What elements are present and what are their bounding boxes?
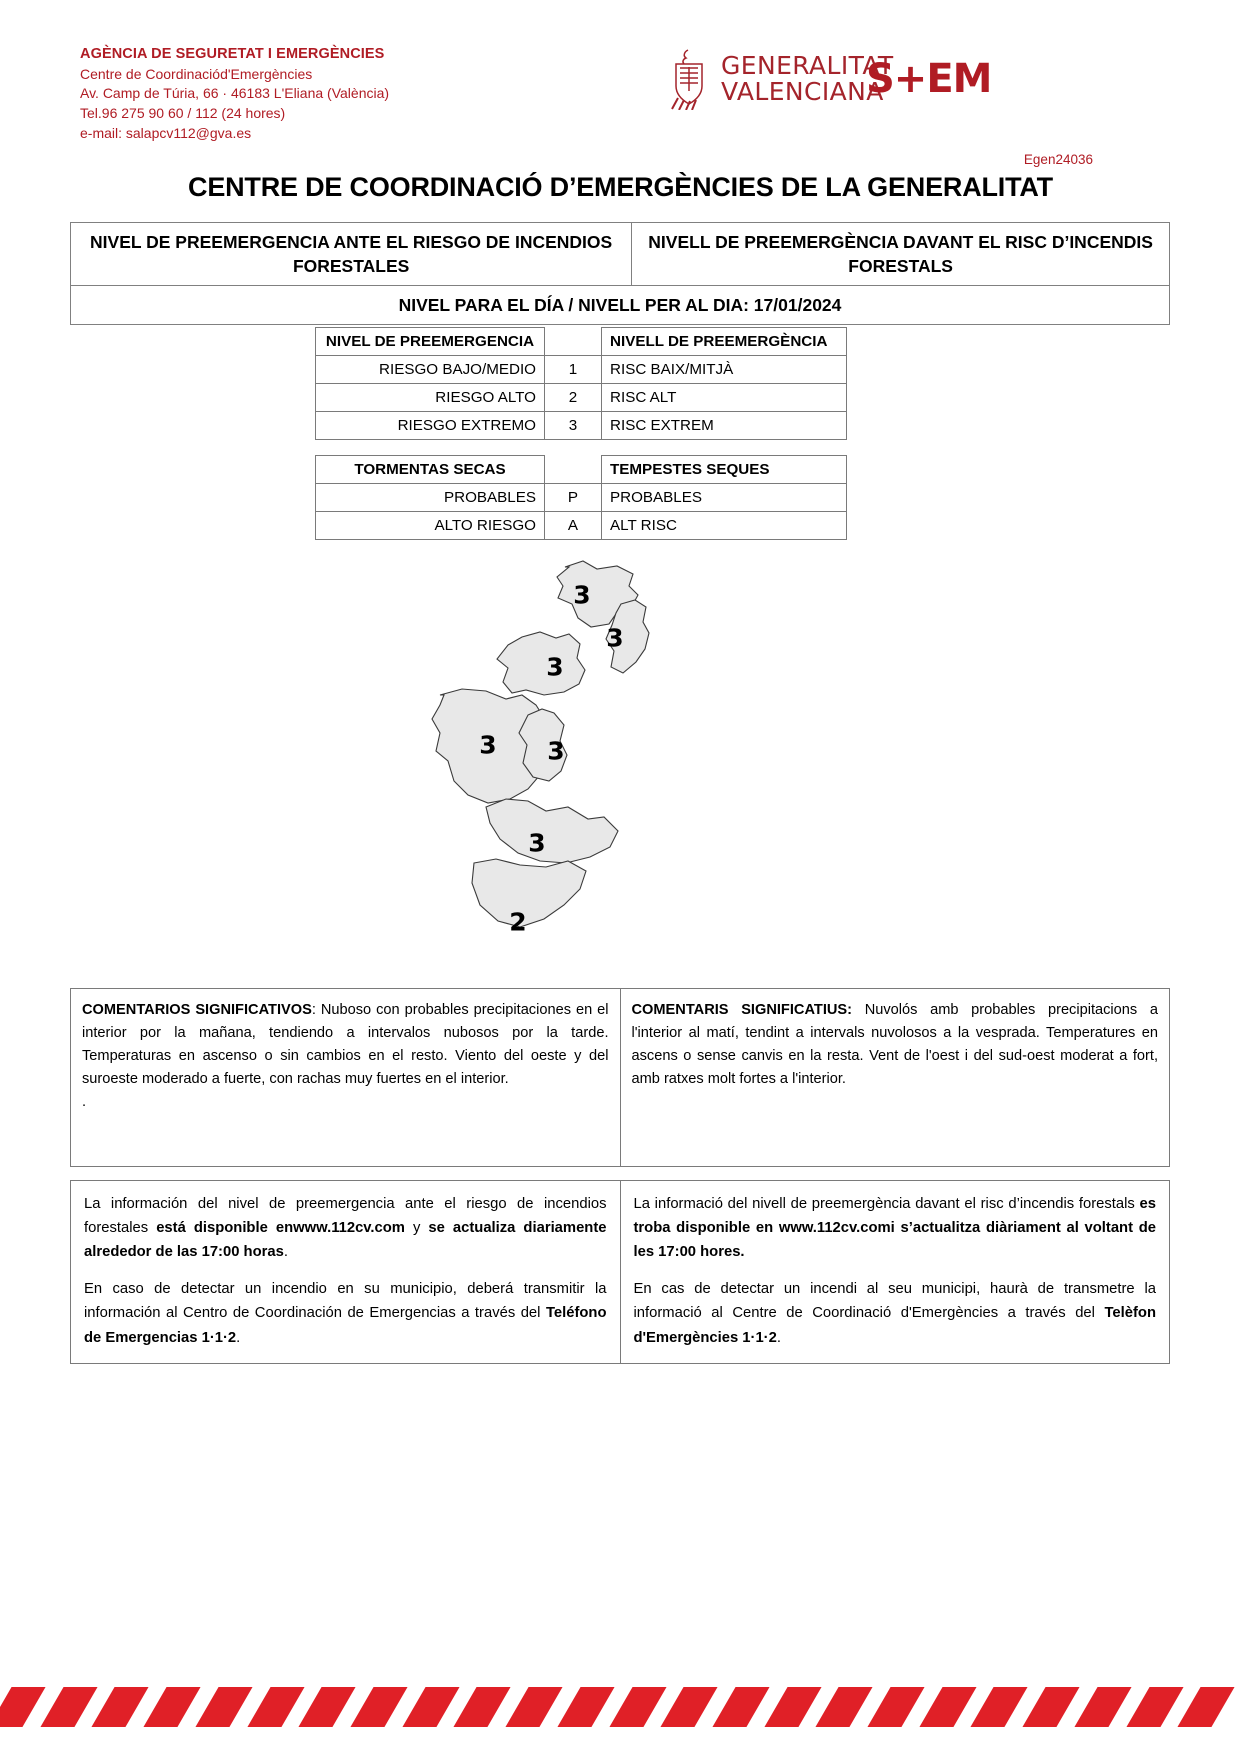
footer-stripe	[247, 1687, 304, 1727]
table-row	[71, 989, 1170, 1167]
info-va-paragraph-2	[634, 1277, 1157, 1349]
footer-stripe	[1074, 1687, 1131, 1727]
legend-level-es: RIESGO ALTO	[316, 384, 545, 412]
page-title: CENTRE DE COORDINACIÓ D’EMERGÈNCIES DE LA GENERALITAT	[188, 172, 1053, 202]
generalitat-shield-icon	[668, 48, 710, 110]
info-table	[70, 1180, 1170, 1364]
map-zone-alacant-nord	[486, 799, 618, 863]
comments-label-es: COMENTARIOS SIGNIFICATIVOS	[82, 1002, 312, 1018]
table-row	[316, 484, 847, 512]
info-es-p1-d: se actualiza diariamente alrededor de las 17:00 horas	[84, 1220, 607, 1261]
table-row	[316, 456, 847, 484]
risk-level-map	[400, 545, 840, 965]
legend-levels-header-es: NIVEL DE PREEMERGENCIA	[316, 328, 545, 356]
generalitat-line1: GENERALITAT	[721, 50, 894, 80]
footer-stripe	[40, 1687, 97, 1727]
table-row	[316, 412, 847, 440]
table-row	[316, 512, 847, 540]
footer-stripe	[454, 1687, 511, 1727]
map-label-castellon-est: 3	[606, 623, 624, 653]
info-cell-es	[71, 1181, 621, 1364]
legend-storms-header-va: TEMPESTES SEQUES	[602, 456, 847, 484]
info-es-paragraph-2	[84, 1277, 607, 1349]
comments-cell-va	[620, 989, 1170, 1167]
legend-block	[315, 327, 828, 540]
legend-storm-code: A	[545, 512, 602, 540]
footer-stripe	[1023, 1687, 1080, 1727]
map-label-valencia-litoral: 3	[547, 736, 565, 766]
table-row	[316, 328, 847, 356]
generalitat-line2: VALENCIANA	[721, 77, 884, 106]
header-table	[70, 222, 1170, 325]
table-row	[71, 1181, 1170, 1364]
footer-stripe	[92, 1687, 149, 1727]
comments-table	[70, 988, 1170, 1167]
map-label-valencia-interior: 3	[479, 730, 497, 760]
legend-level-es: RIESGO BAJO/MEDIO	[316, 356, 545, 384]
document-code: Egen24036	[1023, 152, 1093, 167]
comments-text-va: Nuvolós amb probables precipitacions a l'interior al matí, tendint a intervals nuvolosos a la vesprada. Temperatures en ascens o sense canvis en la resta. Vent de l'oest i del sud-oest moderat a fort, amb ratxes molt fortes a l'interior.	[631, 1002, 1158, 1087]
legend-level-code: 3	[545, 412, 602, 440]
legend-storm-va: ALT RISC	[602, 512, 847, 540]
comments-label-va: COMENTARIS SIGNIFICATIUS:	[631, 1002, 853, 1018]
header-cell-es: NIVEL DE PREEMERGENCIA ANTE EL RIESGO DE INCENDIOS FORESTALES	[71, 223, 632, 286]
footer-stripe	[609, 1687, 666, 1727]
footer-stripe	[402, 1687, 459, 1727]
header-cell-va: NIVELL DE PREEMERGÈNCIA DAVANT EL RISC D’INCENDIS FORESTALS	[632, 223, 1170, 286]
legend-level-va: RISC ALT	[602, 384, 847, 412]
organization-center: Centre de Coordinaciód'Emergències	[80, 65, 313, 82]
map-label-alacant-sud: 2	[509, 907, 527, 937]
organization-contact-block	[80, 44, 389, 144]
footer-stripe	[919, 1687, 976, 1727]
comments-text-es: : Nuboso con probables precipitaciones en el interior por la mañana, tendiendo a intervalos nubosos por la tarde. Temperaturas en ascenso o sin cambios en el resto. Viento del oeste y del suroeste moderado a fuerte, con rachas muy fuertes en el interior.	[82, 1002, 609, 1087]
legend-storm-es: ALTO RIESGO	[316, 512, 545, 540]
map-label-alacant-nord: 3	[528, 828, 546, 858]
organization-phone: Tel.96 275 90 60 / 112 (24 hores)	[80, 105, 286, 122]
map-label-castellon-nord: 3	[573, 580, 591, 610]
footer-stripe	[1126, 1687, 1183, 1727]
footer-stripe	[144, 1687, 201, 1727]
legend-storm-es: PROBABLES	[316, 484, 545, 512]
organization-address: Av. Camp de Túria, 66 · 46183 L'Eliana (València)	[80, 85, 390, 102]
footer-stripe	[816, 1687, 873, 1727]
footer-stripe	[557, 1687, 614, 1727]
legend-levels-header-gap	[545, 328, 602, 356]
table-row	[71, 223, 1170, 286]
organization-name: AGÈNCIA DE SEGURETAT I EMERGÈNCIES	[80, 46, 385, 62]
legend-level-code: 1	[545, 356, 602, 384]
comments-text-es-tail: .	[82, 1093, 87, 1110]
valencian-community-map-svg	[400, 545, 840, 965]
date-row: NIVEL PARA EL DÍA / NIVELL PER AL DIA: 17/01/2024	[71, 286, 1170, 325]
info-es-p1-e: .	[283, 1244, 288, 1261]
info-va-p1-a: La informació del nivell de preemergència davant el risc d’incendis forestals	[633, 1196, 1140, 1212]
map-label-valencia-nord: 3	[546, 652, 564, 682]
generalitat-valenciana-logo	[668, 48, 894, 110]
legend-storm-va: PROBABLES	[602, 484, 847, 512]
map-zone-alacant-sud	[472, 859, 586, 927]
footer-stripe	[971, 1687, 1028, 1727]
comments-cell-es	[71, 989, 621, 1167]
table-row	[316, 356, 847, 384]
footer-stripe	[661, 1687, 718, 1727]
footer-stripe	[712, 1687, 769, 1727]
table-row	[316, 384, 847, 412]
info-es-paragraph-1	[84, 1192, 607, 1264]
info-es-p1-c: y	[404, 1220, 429, 1237]
footer-stripe	[0, 1687, 46, 1727]
table-row	[71, 286, 1170, 325]
footer-stripe-band	[0, 1687, 1241, 1727]
legend-levels-header-va: NIVELL DE PREEMERGÈNCIA	[602, 328, 847, 356]
footer-stripe	[764, 1687, 821, 1727]
table-spacer	[316, 440, 847, 456]
footer-stripe	[1178, 1687, 1235, 1727]
info-es-p1-b: está disponible enwww.112cv.com	[156, 1220, 405, 1237]
info-va-p2-b: Telèfon d'Emergències 1·1·2	[633, 1305, 1156, 1346]
info-cell-va	[620, 1181, 1170, 1364]
footer-stripe	[867, 1687, 924, 1727]
map-zone-valencia-nord	[497, 632, 585, 695]
sem-logo: S+EM	[866, 56, 992, 102]
footer-stripe	[506, 1687, 563, 1727]
document-header	[0, 0, 1241, 175]
legend-storms-header-es: TORMENTAS SECAS	[316, 456, 545, 484]
info-va-p1-b: es troba disponible en www.112cv.comi s’actualitza diàriament al voltant de les 17:00 hores.	[633, 1196, 1156, 1261]
footer-stripe	[350, 1687, 407, 1727]
footer-stripe	[299, 1687, 356, 1727]
organization-email: e-mail: salapcv112@gva.es	[80, 125, 252, 142]
info-es-p2-c: .	[236, 1329, 241, 1346]
legend-storms-header-gap	[545, 456, 602, 484]
info-va-paragraph-1	[634, 1192, 1157, 1264]
legend-levels-table	[315, 327, 847, 540]
legend-level-va: RISC BAIX/MITJÀ	[602, 356, 847, 384]
legend-storm-code: P	[545, 484, 602, 512]
footer-stripe	[195, 1687, 252, 1727]
legend-level-es: RIESGO EXTREMO	[316, 412, 545, 440]
info-va-p2-a: En cas de detectar un incendi al seu municipi, haurà de transmetre la informació al Centre de Coordinació d'Emergències a través del	[633, 1281, 1156, 1322]
info-es-p2-a: En caso de detectar un incendio en su municipio, deberá transmitir la información al Centro de Coordinación de Emergencias a través del	[84, 1281, 607, 1322]
legend-level-va: RISC EXTREM	[602, 412, 847, 440]
info-es-p2-b: Teléfono de Emergencias 1·1·2	[84, 1305, 607, 1346]
info-va-p2-c: .	[776, 1329, 781, 1346]
info-es-p1-a: La información del nivel de preemergencia ante el riesgo de incendios forestales	[84, 1196, 607, 1237]
legend-level-code: 2	[545, 384, 602, 412]
